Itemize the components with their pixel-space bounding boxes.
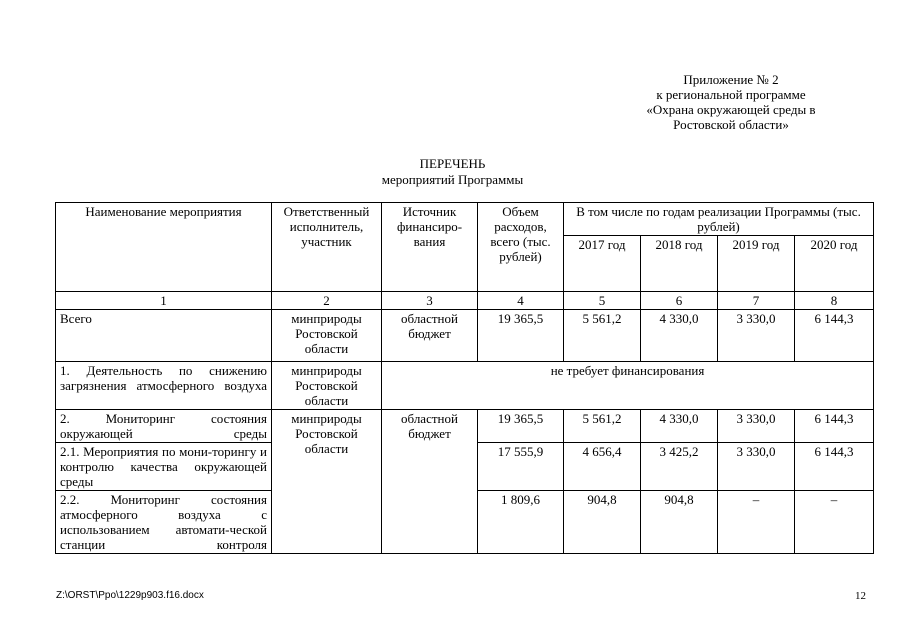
row-year-value: 6 144,3	[795, 443, 874, 491]
row-volume: 19 365,5	[478, 310, 564, 362]
row-year-value: 3 425,2	[641, 443, 718, 491]
row-year-value: 4 656,4	[564, 443, 641, 491]
row-volume: 19 365,5	[478, 410, 564, 443]
row-volume: 1 809,6	[478, 491, 564, 554]
header-volume: Объем расходов, всего (тыс. рублей)	[478, 203, 564, 292]
row-executor: минприроды Ростовской области	[272, 410, 382, 554]
column-number: 8	[795, 292, 874, 310]
row-executor: минприроды Ростовской области	[272, 310, 382, 362]
header-years-group: В том числе по годам реализации Программы (тыс. рублей)	[564, 203, 874, 236]
row-year-value: 4 330,0	[641, 310, 718, 362]
document-subtitle: мероприятий Программы	[381, 172, 524, 187]
header-row	[56, 203, 874, 236]
row-source: областной бюджет	[382, 410, 478, 554]
file-path-footer: Z:\ORST\Ppo\1229p903.f16.docx	[56, 590, 204, 601]
header-executor: Ответственный исполнитель, участник	[272, 203, 382, 292]
header-year: 2017 год	[564, 236, 641, 292]
table-row-1	[56, 362, 874, 410]
row-year-value: 6 144,3	[795, 410, 874, 443]
column-number: 5	[564, 292, 641, 310]
column-number: 7	[718, 292, 795, 310]
row-year-value: –	[795, 491, 874, 554]
row-name: 1. Деятельность по снижению загрязнения атмосферного воздуха	[56, 362, 272, 410]
row-year-value: 4 330,0	[641, 410, 718, 443]
appendix-block	[620, 72, 842, 132]
row-year-value: 3 330,0	[718, 310, 795, 362]
appendix-line: Приложение № 2	[683, 72, 779, 87]
appendix-line: «Охрана окружающей среды в	[646, 102, 816, 117]
header-year: 2019 год	[718, 236, 795, 292]
column-number: 2	[272, 292, 382, 310]
row-year-value: 6 144,3	[795, 310, 874, 362]
table-row-2	[56, 410, 874, 443]
header-source: Источник финансиро-вания	[382, 203, 478, 292]
column-numbers-row	[56, 292, 874, 310]
column-number: 1	[56, 292, 272, 310]
row-name: 2. Мониторинг состояния окружающей среды	[56, 410, 272, 443]
table-row-total	[56, 310, 874, 362]
row-year-value: 3 330,0	[718, 410, 795, 443]
row-source: областной бюджет	[382, 310, 478, 362]
appendix-line: к региональной программе	[656, 87, 806, 102]
column-number: 3	[382, 292, 478, 310]
header-name: Наименование мероприятия	[56, 203, 272, 292]
row-volume: 17 555,9	[478, 443, 564, 491]
row-name: 2.2. Мониторинг состояния атмосферного воздуха с использованием автомати-ческой станции контроля	[56, 491, 272, 554]
document-title: ПЕРЕЧЕНЬ	[419, 156, 486, 171]
row-year-value: 5 561,2	[564, 410, 641, 443]
row-funding-note: не требует финансирования	[382, 362, 874, 410]
row-year-value: 904,8	[564, 491, 641, 554]
page-number: 12	[855, 590, 866, 602]
header-year: 2018 год	[641, 236, 718, 292]
column-number: 4	[478, 292, 564, 310]
row-year-value: 5 561,2	[564, 310, 641, 362]
row-name: Всего	[56, 310, 272, 362]
row-name: 2.1. Мероприятия по мони-торингу и контролю качества окружающей среды	[56, 443, 272, 491]
column-number: 6	[641, 292, 718, 310]
program-measures-table	[55, 202, 874, 554]
header-year: 2020 год	[795, 236, 874, 292]
appendix-line: Ростовской области»	[673, 117, 789, 132]
row-executor: минприроды Ростовской области	[272, 362, 382, 410]
row-year-value: –	[718, 491, 795, 554]
row-year-value: 3 330,0	[718, 443, 795, 491]
row-year-value: 904,8	[641, 491, 718, 554]
